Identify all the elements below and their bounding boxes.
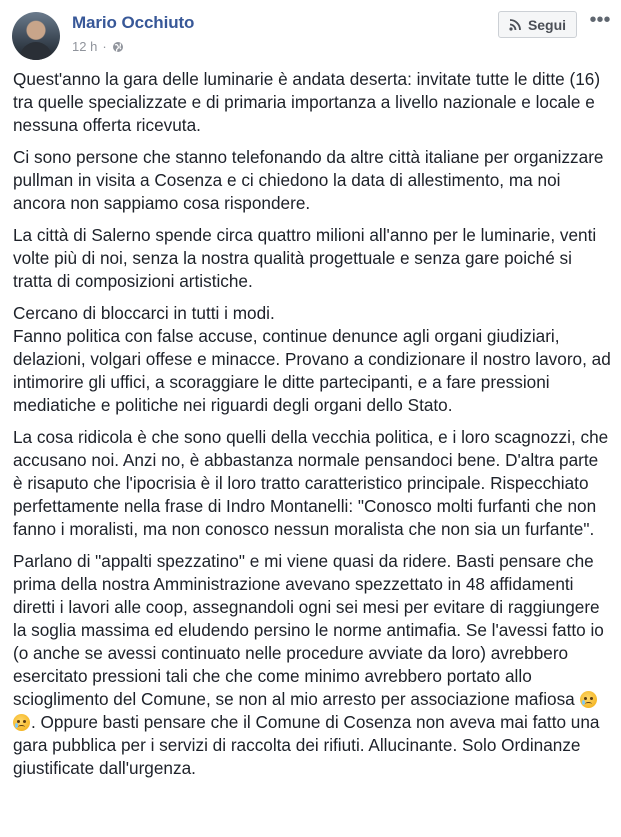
meta-separator: · [102, 39, 107, 54]
avatar-figure [20, 42, 52, 60]
crying-face-icon [580, 691, 597, 708]
post-meta [72, 39, 124, 54]
crying-face-icon [13, 714, 30, 731]
post-paragraph: Cercano di bloccarci in tutti i modi. Fanno politica con false accuse, continue denunce agli organi giudiziari, delazioni, volgari offese e minacce. Provano a condizionare il nostro lavoro, ad intimorire gli uffici, a scoraggiare le ditte partecipanti, e a fare pressioni mediatiche e politiche nei riguardi degli organi dello Stato. [13, 303, 611, 415]
follow-label: Segui [527, 16, 567, 33]
paragraph-text: . Oppure basti pensare che il Comune di Cosenza non aveva mai fatto una gara pubblica per i servizi di raccolta dei rifiuti. Allucinante. Solo Ordinanze giustificate dall'urgenza. [13, 712, 600, 778]
post-paragraph: La cosa ridicola è che sono quelli della vecchia politica, e i loro scagnozzi, che accusano noi. Anzi no, è abbastanza normale pensandoci bene. D'altra parte è risaputo che l'ipocrisia è il loro tratto caratteristico principale. Rispecchiato perfettamente nella frase di Indro Montanelli: "Conosco molti furfanti che non fanno i moralisti, ma non conosco nessun moralista che non sia un furfante". [13, 427, 609, 539]
post-paragraph: Ci sono persone che stanno telefonando da altre città italiane per organizzare pullman in visita a Cosenza e ci chiedono la data di allestimento, ma noi ancora non sappiamo cosa rispondere. [13, 147, 604, 213]
paragraph-text: Parlano di "appalti spezzatino" e mi viene quasi da ridere. Basti pensare che prima della nostra Amministrazione avevano spezzettato in 48 affidamenti diretti i lavori alle coop, assegnandoli ogni sei mesi per evitare di raggiungere la soglia massima ed eludendo persino le norme antimafia. Se l'avessi fatto io (o anche se avessi continuato nelle procedure avviate da loro) avrebbero esercitato pressioni tali che che come minimo avrebbero portato allo scioglimento del Comune, se non al mio arresto per associazione mafiosa [13, 551, 604, 709]
more-options-icon[interactable]: ••• [589, 9, 611, 31]
follow-button[interactable] [498, 11, 577, 38]
post-header [0, 0, 621, 64]
post-paragraph-last [13, 550, 611, 780]
post-timestamp[interactable]: 12 h [72, 39, 98, 54]
post-body [13, 68, 611, 789]
post-paragraph: La città di Salerno spende circa quattro milioni all'anno per le luminarie, venti volte più di noi, senza la nostra qualità progettuale e senza gare poiché si tratta di composizioni artistiche. [13, 225, 597, 291]
author-name[interactable]: Mario Occhiuto [72, 13, 195, 32]
post-paragraph: Quest'anno la gara delle luminarie è andata deserta: invitate tutte le ditte (16) tra quelle specializzate e di primaria importanza a livello nazionale e locale e nessuna offerta ricevuta. [13, 69, 601, 135]
avatar[interactable] [12, 12, 60, 60]
rss-icon [509, 18, 522, 31]
globe-icon[interactable] [112, 41, 124, 53]
